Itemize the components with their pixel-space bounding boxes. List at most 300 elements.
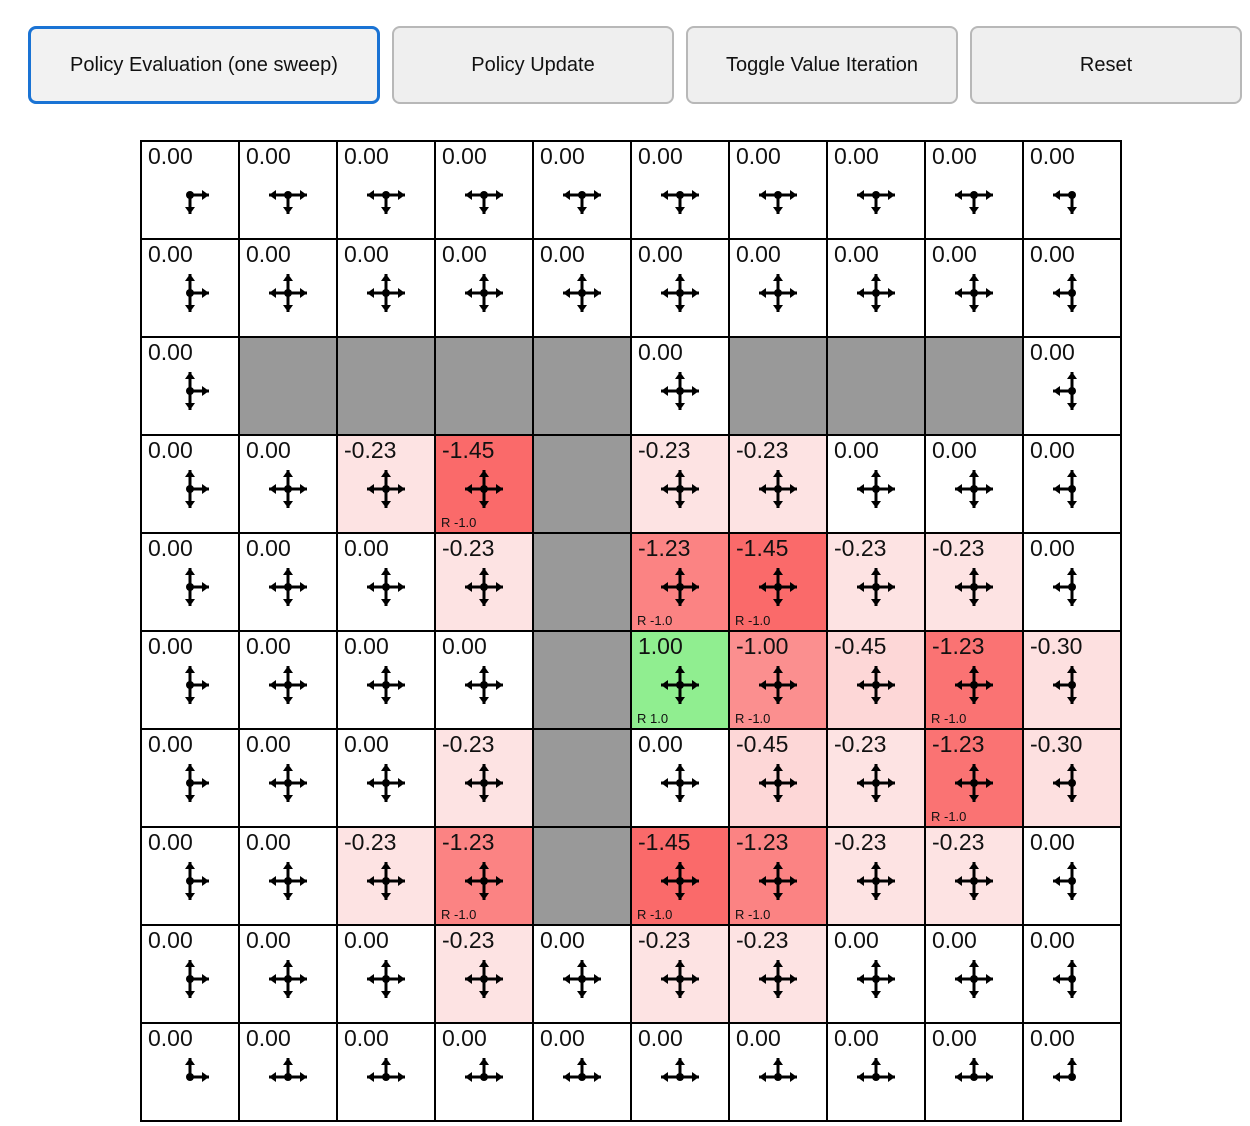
state-value: 0.00 [246,437,291,463]
reward-label: R -1.0 [735,711,771,726]
state-value: 0.00 [834,1025,879,1051]
grid-cell[interactable] [1023,1023,1121,1121]
grid-cell[interactable] [337,925,435,1023]
grid-cell[interactable] [239,239,337,337]
grid-cell-wall [435,337,533,435]
policy-arrows-icon [632,858,728,904]
grid-cell[interactable] [631,827,729,925]
grid-cell-content [338,142,434,238]
grid-cell-content [828,338,924,434]
state-value: 0.00 [148,437,193,463]
state-value: 0.00 [932,143,977,169]
state-value: 0.00 [344,927,389,953]
grid-cell-content [632,240,728,336]
grid-cell[interactable] [827,1023,925,1121]
state-value: 0.00 [344,1025,389,1051]
state-value: 0.00 [932,927,977,953]
grid-cell-wall [533,827,631,925]
reward-label: R -1.0 [931,711,967,726]
policy-arrows-icon [240,1054,336,1100]
grid-cell[interactable] [239,141,337,239]
policy-arrows-icon [436,172,532,218]
reward-label: R 1.0 [637,711,669,726]
state-value: 0.00 [1030,535,1075,561]
grid-cell-content [1024,926,1120,1022]
grid-cell[interactable] [1023,631,1121,729]
grid-cell[interactable] [925,533,1023,631]
policy-arrows-icon [730,466,826,512]
policy-arrows-icon [142,270,238,316]
reward-label: R -1.0 [441,515,477,530]
policy-arrows-icon [926,270,1022,316]
policy-arrows-icon [1024,270,1120,316]
state-value: 0.00 [344,535,389,561]
grid-cell[interactable] [729,1023,827,1121]
grid-cell[interactable] [435,435,533,533]
state-value: -1.23 [638,535,691,561]
grid-cell[interactable] [141,729,239,827]
policy-arrows-icon [436,270,532,316]
state-value: 0.00 [246,535,291,561]
grid-cell[interactable] [631,925,729,1023]
grid-cell-content [828,534,924,630]
state-value: 0.00 [148,731,193,757]
policy-arrows-icon [828,858,924,904]
state-value: 0.00 [344,143,389,169]
grid-cell[interactable] [141,1023,239,1121]
policy-arrows-icon [1024,172,1120,218]
grid-cell[interactable] [729,925,827,1023]
grid-cell-content [338,338,434,434]
grid-cell[interactable] [435,141,533,239]
policy-arrows-icon [338,1054,434,1100]
policy-arrows-icon [1024,368,1120,414]
policy-arrows-icon [730,1054,826,1100]
grid-cell[interactable] [239,435,337,533]
state-value: 0.00 [344,731,389,757]
grid-cell[interactable] [239,729,337,827]
grid-cell[interactable] [1023,827,1121,925]
reward-label: R -1.0 [637,907,673,922]
policy-arrows-icon [338,466,434,512]
grid-cell-content [828,240,924,336]
grid-cell-content [828,632,924,728]
policy-arrows-icon [338,270,434,316]
grid-cell-wall [925,337,1023,435]
grid-cell[interactable] [827,141,925,239]
policy-arrows-icon [828,466,924,512]
grid-cell[interactable] [925,435,1023,533]
grid-cell[interactable] [337,239,435,337]
grid-cell-content [338,240,434,336]
grid-cell[interactable] [827,435,925,533]
policy-arrows-icon [142,662,238,708]
grid-cell-content [436,1024,532,1120]
grid-cell-content [926,730,1022,826]
grid-cell-content [730,730,826,826]
grid-cell-content [730,142,826,238]
grid-cell[interactable] [925,827,1023,925]
reward-label: R -1.0 [735,907,771,922]
grid-cell[interactable] [827,533,925,631]
grid-cell[interactable] [827,239,925,337]
state-value: 0.00 [344,633,389,659]
state-value: -1.00 [736,633,789,659]
state-value: 0.00 [834,927,879,953]
grid-cell-content [338,1024,434,1120]
grid-cell[interactable] [239,631,337,729]
grid-cell[interactable] [337,827,435,925]
grid-cell[interactable] [631,729,729,827]
state-value: 0.00 [540,143,585,169]
grid-cell-content [1024,730,1120,826]
grid-cell-content [338,926,434,1022]
grid-cell[interactable] [827,827,925,925]
grid-cell[interactable] [533,141,631,239]
grid-cell[interactable] [533,1023,631,1121]
policy-arrows-icon [730,564,826,610]
state-value: 0.00 [736,1025,781,1051]
policy-arrows-icon [338,564,434,610]
policy-arrows-icon [338,662,434,708]
grid-cell[interactable] [827,925,925,1023]
policy-arrows-icon [142,956,238,1002]
grid-cell-wall [533,533,631,631]
state-value: 0.00 [442,241,487,267]
state-value: 0.00 [1030,143,1075,169]
toolbar-button-toggle-value-iteration[interactable]: Toggle Value Iteration [686,26,958,104]
grid-cell[interactable] [337,729,435,827]
grid-cell-content [142,926,238,1022]
state-value: -0.45 [834,633,887,659]
state-value: 0.00 [1030,339,1075,365]
grid-cell[interactable] [729,631,827,729]
grid-cell-content [926,142,1022,238]
grid-cell[interactable] [435,239,533,337]
grid-cell[interactable] [435,631,533,729]
policy-arrows-icon [1024,564,1120,610]
grid-cell-content [436,828,532,924]
grid-cell[interactable] [631,239,729,337]
policy-arrows-icon [240,466,336,512]
grid-cell-wall [533,631,631,729]
grid-cell-content [1024,436,1120,532]
grid-cell-content [632,534,728,630]
grid-cell-content [632,926,728,1022]
policy-arrows-icon [240,760,336,806]
grid-cell-content [926,534,1022,630]
state-value: 0.00 [932,1025,977,1051]
state-value: -0.45 [736,731,789,757]
grid-row [141,141,1121,239]
grid-cell-content [632,436,728,532]
grid-cell[interactable] [239,925,337,1023]
grid-cell-content [436,436,532,532]
state-value: 0.00 [442,1025,487,1051]
state-value: 0.00 [148,143,193,169]
grid-cell-content [534,926,630,1022]
policy-arrows-icon [828,760,924,806]
grid-cell-content [1024,632,1120,728]
grid-cell-wall [239,337,337,435]
reward-label: R -1.0 [441,907,477,922]
policy-arrows-icon [1024,956,1120,1002]
grid-cell-wall [533,729,631,827]
state-value: 0.00 [148,633,193,659]
policy-arrows-icon [436,858,532,904]
grid-cell[interactable] [239,827,337,925]
policy-arrows-icon [828,662,924,708]
grid-cell[interactable] [729,827,827,925]
state-value: -0.23 [834,731,887,757]
grid-cell[interactable] [435,925,533,1023]
grid-cell-content [142,1024,238,1120]
grid-cell-content [926,828,1022,924]
policy-arrows-icon [240,662,336,708]
grid-cell-content [240,730,336,826]
grid-cell-content [828,730,924,826]
state-value: -0.23 [442,535,495,561]
grid-cell[interactable] [631,337,729,435]
grid-cell[interactable] [1023,435,1121,533]
grid-row [141,729,1121,827]
policy-arrows-icon [632,1054,728,1100]
policy-arrows-icon [926,466,1022,512]
grid-cell[interactable] [925,729,1023,827]
toolbar-button-policy-evaluation-one-sweep[interactable]: Policy Evaluation (one sweep) [28,26,380,104]
grid-cell[interactable] [631,1023,729,1121]
policy-arrows-icon [142,760,238,806]
grid-cell-wall [533,435,631,533]
grid-cell-content [240,436,336,532]
grid-cell-content [926,1024,1022,1120]
grid-cell-content [240,142,336,238]
state-value: -1.23 [932,633,985,659]
grid-cell-content [240,1024,336,1120]
grid-cell[interactable] [729,533,827,631]
grid-cell[interactable] [435,533,533,631]
grid-cell-content [1024,1024,1120,1120]
grid-cell-content [534,436,630,532]
grid-cell[interactable] [925,1023,1023,1121]
state-value: 0.00 [638,731,683,757]
state-value: 0.00 [1030,437,1075,463]
state-value: 0.00 [638,339,683,365]
policy-arrows-icon [534,270,630,316]
grid-cell-wall [729,337,827,435]
grid-cell[interactable] [141,631,239,729]
grid-cell[interactable] [729,435,827,533]
grid-cell[interactable] [141,337,239,435]
policy-arrows-icon [1024,1054,1120,1100]
grid-cell[interactable] [435,729,533,827]
grid-cell-content [436,338,532,434]
policy-arrows-icon [240,270,336,316]
policy-arrows-icon [632,172,728,218]
state-value: 0.00 [148,339,193,365]
policy-arrows-icon [926,1054,1022,1100]
gridworld-grid [140,140,1122,1122]
policy-arrows-icon [436,760,532,806]
grid-cell-wall [827,337,925,435]
state-value: -1.45 [638,829,691,855]
grid-cell-content [338,730,434,826]
grid-cell-content [338,436,434,532]
grid-cell[interactable] [435,827,533,925]
grid-cell[interactable] [729,239,827,337]
grid-row [141,1023,1121,1121]
policy-arrows-icon [926,858,1022,904]
state-value: 0.00 [246,241,291,267]
grid-cell-content [240,338,336,434]
state-value: -1.23 [442,829,495,855]
state-value: -0.30 [1030,633,1083,659]
grid-cell-content [534,240,630,336]
grid-cell[interactable] [827,729,925,827]
state-value: -0.23 [344,829,397,855]
policy-arrows-icon [436,564,532,610]
grid-cell[interactable] [631,435,729,533]
policy-arrows-icon [828,564,924,610]
grid-cell[interactable] [141,533,239,631]
state-value: -1.45 [736,535,789,561]
state-value: 0.00 [932,241,977,267]
grid-cell-content [1024,240,1120,336]
grid-row [141,337,1121,435]
grid-cell[interactable] [239,1023,337,1121]
toolbar-button-policy-update[interactable]: Policy Update [392,26,674,104]
toolbar [28,26,1242,104]
grid-cell[interactable] [337,1023,435,1121]
policy-arrows-icon [730,956,826,1002]
state-value: -0.30 [1030,731,1083,757]
grid-cell[interactable] [141,141,239,239]
grid-cell[interactable] [925,239,1023,337]
grid-cell-content [730,1024,826,1120]
grid-cell-content [240,240,336,336]
grid-cell[interactable] [435,1023,533,1121]
grid-cell-content [1024,338,1120,434]
policy-arrows-icon [338,172,434,218]
toolbar-button-reset[interactable]: Reset [970,26,1242,104]
reward-label: R -1.0 [931,809,967,824]
grid-cell[interactable] [141,827,239,925]
state-value: -1.45 [442,437,495,463]
grid-cell-content [534,730,630,826]
state-value: -0.23 [736,437,789,463]
state-value: 0.00 [834,143,879,169]
state-value: 0.00 [148,927,193,953]
state-value: 1.00 [638,633,683,659]
grid-cell[interactable] [631,631,729,729]
policy-arrows-icon [828,172,924,218]
state-value: 0.00 [442,143,487,169]
grid-row [141,533,1121,631]
grid-cell-content [240,828,336,924]
grid-cell[interactable] [337,631,435,729]
grid-cell[interactable] [141,239,239,337]
policy-arrows-icon [1024,466,1120,512]
grid-cell[interactable] [1023,729,1121,827]
policy-arrows-icon [632,760,728,806]
grid-cell[interactable] [925,925,1023,1023]
grid-cell[interactable] [925,631,1023,729]
grid-cell[interactable] [827,631,925,729]
state-value: -0.23 [638,927,691,953]
grid-cell-content [730,240,826,336]
grid-cell[interactable] [337,141,435,239]
state-value: 0.00 [1030,1025,1075,1051]
grid-cell[interactable] [1023,239,1121,337]
grid-cell[interactable] [729,141,827,239]
grid-cell-content [632,632,728,728]
policy-arrows-icon [436,466,532,512]
grid-cell[interactable] [729,729,827,827]
state-value: 0.00 [246,829,291,855]
grid-cell[interactable] [925,141,1023,239]
grid-cell-content [926,436,1022,532]
policy-arrows-icon [142,564,238,610]
state-value: -0.23 [932,535,985,561]
state-value: 0.00 [540,927,585,953]
policy-arrows-icon [1024,760,1120,806]
policy-arrows-icon [632,270,728,316]
grid-cell[interactable] [1023,337,1121,435]
grid-cell[interactable] [1023,141,1121,239]
grid-cell-content [730,338,826,434]
policy-arrows-icon [338,858,434,904]
grid-cell-content [436,240,532,336]
grid-cell[interactable] [533,925,631,1023]
grid-cell-content [534,632,630,728]
grid-cell[interactable] [1023,533,1121,631]
policy-arrows-icon [730,662,826,708]
grid-cell[interactable] [631,141,729,239]
policy-arrows-icon [926,662,1022,708]
state-value: -0.23 [834,829,887,855]
grid-cell[interactable] [337,435,435,533]
grid-row [141,827,1121,925]
policy-arrows-icon [142,368,238,414]
state-value: -0.23 [736,927,789,953]
grid-cell-content [1024,828,1120,924]
grid-cell[interactable] [337,533,435,631]
grid-cell[interactable] [141,925,239,1023]
state-value: -1.23 [932,731,985,757]
grid-cell-content [338,828,434,924]
grid-cell[interactable] [141,435,239,533]
policy-arrows-icon [1024,662,1120,708]
state-value: 0.00 [148,1025,193,1051]
grid-cell-content [534,1024,630,1120]
grid-cell[interactable] [1023,925,1121,1023]
grid-cell[interactable] [631,533,729,631]
policy-arrows-icon [436,956,532,1002]
policy-arrows-icon [730,172,826,218]
state-value: 0.00 [932,437,977,463]
grid-cell-content [730,828,826,924]
grid-cell-content [926,926,1022,1022]
grid-cell-wall [533,337,631,435]
policy-value-table [140,140,1122,1122]
grid-row [141,925,1121,1023]
grid-cell[interactable] [239,533,337,631]
grid-cell-content [142,338,238,434]
grid-cell[interactable] [533,239,631,337]
policy-arrows-icon [534,956,630,1002]
state-value: 0.00 [1030,241,1075,267]
policy-arrows-icon [828,270,924,316]
